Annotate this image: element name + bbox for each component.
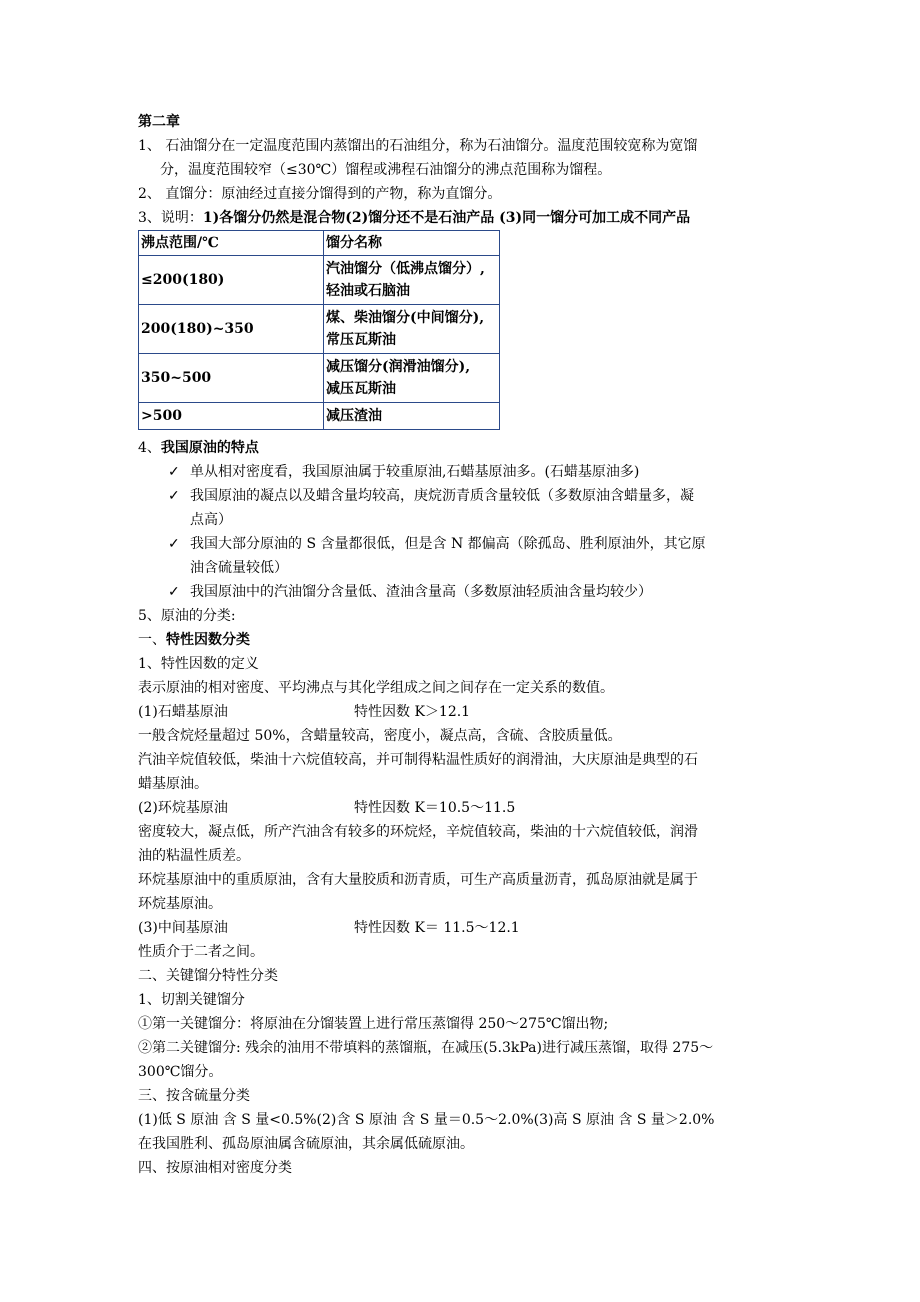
heading-four: 四、按原油相对密度分类: [138, 1160, 292, 1176]
cut-2-line-1: ②第二关键馏分: 残余的油用不带填料的蒸馏瓶，在减压(5.3kPa)进行减压蒸馏，取得 275～: [138, 1040, 714, 1056]
section-4-title: [138, 438, 259, 458]
cut-1: ①第一关键馏分：将原油在分馏装置上进行常压蒸馏得 250～275℃馏出物;: [138, 1016, 609, 1032]
checkmark-icon: ✓: [168, 536, 180, 552]
table-cell-name: [324, 256, 500, 305]
table-cell-name-line: 轻油或石脑油: [326, 283, 410, 299]
table-header-cell: 沸点范围/℃: [139, 231, 324, 256]
bullet-1: [168, 462, 639, 482]
table-row: [139, 354, 500, 403]
bullet-text: 我国原油中的汽油馏分含量低、渣油含量高（多数原油轻质油含量均较少）: [190, 584, 652, 600]
table-row: [139, 305, 500, 354]
heading-one: [138, 630, 250, 650]
table-cell-range: ≤200(180): [139, 256, 324, 305]
class-2-name: (2)环烷基原油: [138, 800, 228, 816]
fraction-table: [138, 230, 500, 430]
bullet-2-line-1: [168, 486, 694, 506]
table-cell-name-line: 减压瓦斯油: [326, 381, 396, 397]
checkmark-icon: ✓: [168, 584, 180, 600]
definition-title: 1、特性因数的定义: [138, 656, 259, 672]
table-cell-range: 350~500: [139, 354, 324, 403]
class-3-name: (3)中间基原油: [138, 920, 228, 936]
table-cell-name-line: 煤、柴油馏分(中间馏分),: [326, 310, 485, 326]
bullet-4: [168, 582, 652, 602]
sulfur-line-2: 在我国胜利、孤岛原油属含硫原油，其余属低硫原油。: [138, 1136, 474, 1152]
section-4-bold: 我国原油的特点: [160, 440, 259, 456]
heading-one-bold: 特性因数分类: [166, 632, 250, 648]
checkmark-icon: ✓: [168, 464, 180, 480]
para-3-bold: 1)各馏分仍然是混合物(2)馏分还不是石油产品 (3)同一馏分可加工成不同产品: [202, 210, 691, 226]
class-2-desc-1-line-2: 油的粘温性质差。: [138, 848, 250, 864]
para-2: 2、 直馏分：原油经过直接分馏得到的产物，称为直馏分。: [138, 186, 502, 202]
cut-title: 1、切割关键馏分: [138, 992, 245, 1008]
table-cell-name-line: 汽油馏分（低沸点馏分）,: [326, 261, 485, 277]
class-3-desc: 性质介于二者之间。: [138, 944, 264, 960]
heading-two: 二、关键馏分特性分类: [138, 968, 278, 984]
class-1-desc-2-line-2: 蜡基原油。: [138, 776, 208, 792]
table-cell-name-line: 减压馏分(润滑油馏分),: [326, 359, 471, 375]
table-row: [139, 256, 500, 305]
heading-one-prefix: 一、: [138, 632, 166, 648]
bullet-2-line-2: 点高）: [190, 512, 232, 528]
section-4-prefix: 4、: [138, 440, 161, 456]
class-2-desc-2-line-2: 环烷基原油。: [138, 896, 222, 912]
sulfur-line-1: (1)低 S 原油 含 S 量<0.5%(2)含 S 原油 含 S 量＝0.5～2.0%(3)高 S 原油 含 S 量＞2.0%: [138, 1112, 715, 1128]
class-1-name: (1)石蜡基原油: [138, 704, 228, 720]
class-2-k: 特性因数 K＝10.5～11.5: [354, 800, 516, 816]
class-1-desc-1: 一般含烷烃量超过 50%，含蜡量较高，密度小，凝点高，含硫、含胶质量低。: [138, 728, 622, 744]
chapter-title: 第二章: [138, 114, 180, 130]
para-1-line-1: 1、 石油馏分在一定温度范围内蒸馏出的石油组分，称为石油馏分。温度范围较宽称为宽馏: [138, 138, 698, 154]
table-cell-range: >500: [139, 403, 324, 430]
heading-three: 三、按含硫量分类: [138, 1088, 250, 1104]
class-2-desc-1-line-1: 密度较大，凝点低，所产汽油含有较多的环烷烃，辛烷值较高，柴油的十六烷值较低，润滑: [138, 824, 698, 840]
definition-text: 表示原油的相对密度、平均沸点与其化学组成之间之间存在一定关系的数值。: [138, 680, 614, 696]
table-header-cell: 馏分名称: [324, 231, 500, 256]
class-1-desc-2-line-1: 汽油辛烷值较低，柴油十六烷值较高，并可制得粘温性质好的润滑油，大庆原油是典型的石: [138, 752, 698, 768]
table-cell-name: [324, 354, 500, 403]
para-3: [138, 208, 690, 228]
table-header-row: [139, 231, 500, 256]
table-cell-range: 200(180)~350: [139, 305, 324, 354]
para-3-prefix: 3、说明：: [138, 210, 203, 226]
bullet-text: 单从相对密度看，我国原油属于较重原油,石蜡基原油多。(石蜡基原油多): [190, 464, 640, 480]
table-cell-name-line: 常压瓦斯油: [326, 332, 396, 348]
bullet-3-line-2: 油含硫量较低）: [190, 560, 288, 576]
class-1-k: 特性因数 K＞12.1: [354, 704, 471, 720]
table-cell-name: 减压渣油: [324, 403, 500, 430]
class-3-k: 特性因数 K＝ 11.5～12.1: [354, 920, 520, 936]
bullet-text: 我国大部分原油的 S 含量都很低，但是含 N 都偏高（除孤岛、胜利原油外，其它原: [190, 536, 706, 552]
para-1-line-2: 分，温度范围较窄（≤30℃）馏程或沸程石油馏分的沸点范围称为馏程。: [160, 162, 612, 178]
class-2-desc-2-line-1: 环烷基原油中的重质原油，含有大量胶质和沥青质，可生产高质量沥青，孤岛原油就是属于: [138, 872, 698, 888]
bullet-3-line-1: [168, 534, 706, 554]
table-cell-name: [324, 305, 500, 354]
checkmark-icon: ✓: [168, 488, 180, 504]
section-5-title: 5、原油的分类:: [138, 608, 236, 624]
cut-2-line-2: 300℃馏分。: [138, 1064, 223, 1080]
bullet-text: 我国原油的凝点以及蜡含量均较高，庚烷沥青质含量较低（多数原油含蜡量多，凝: [190, 488, 694, 504]
table-row: [139, 403, 500, 430]
